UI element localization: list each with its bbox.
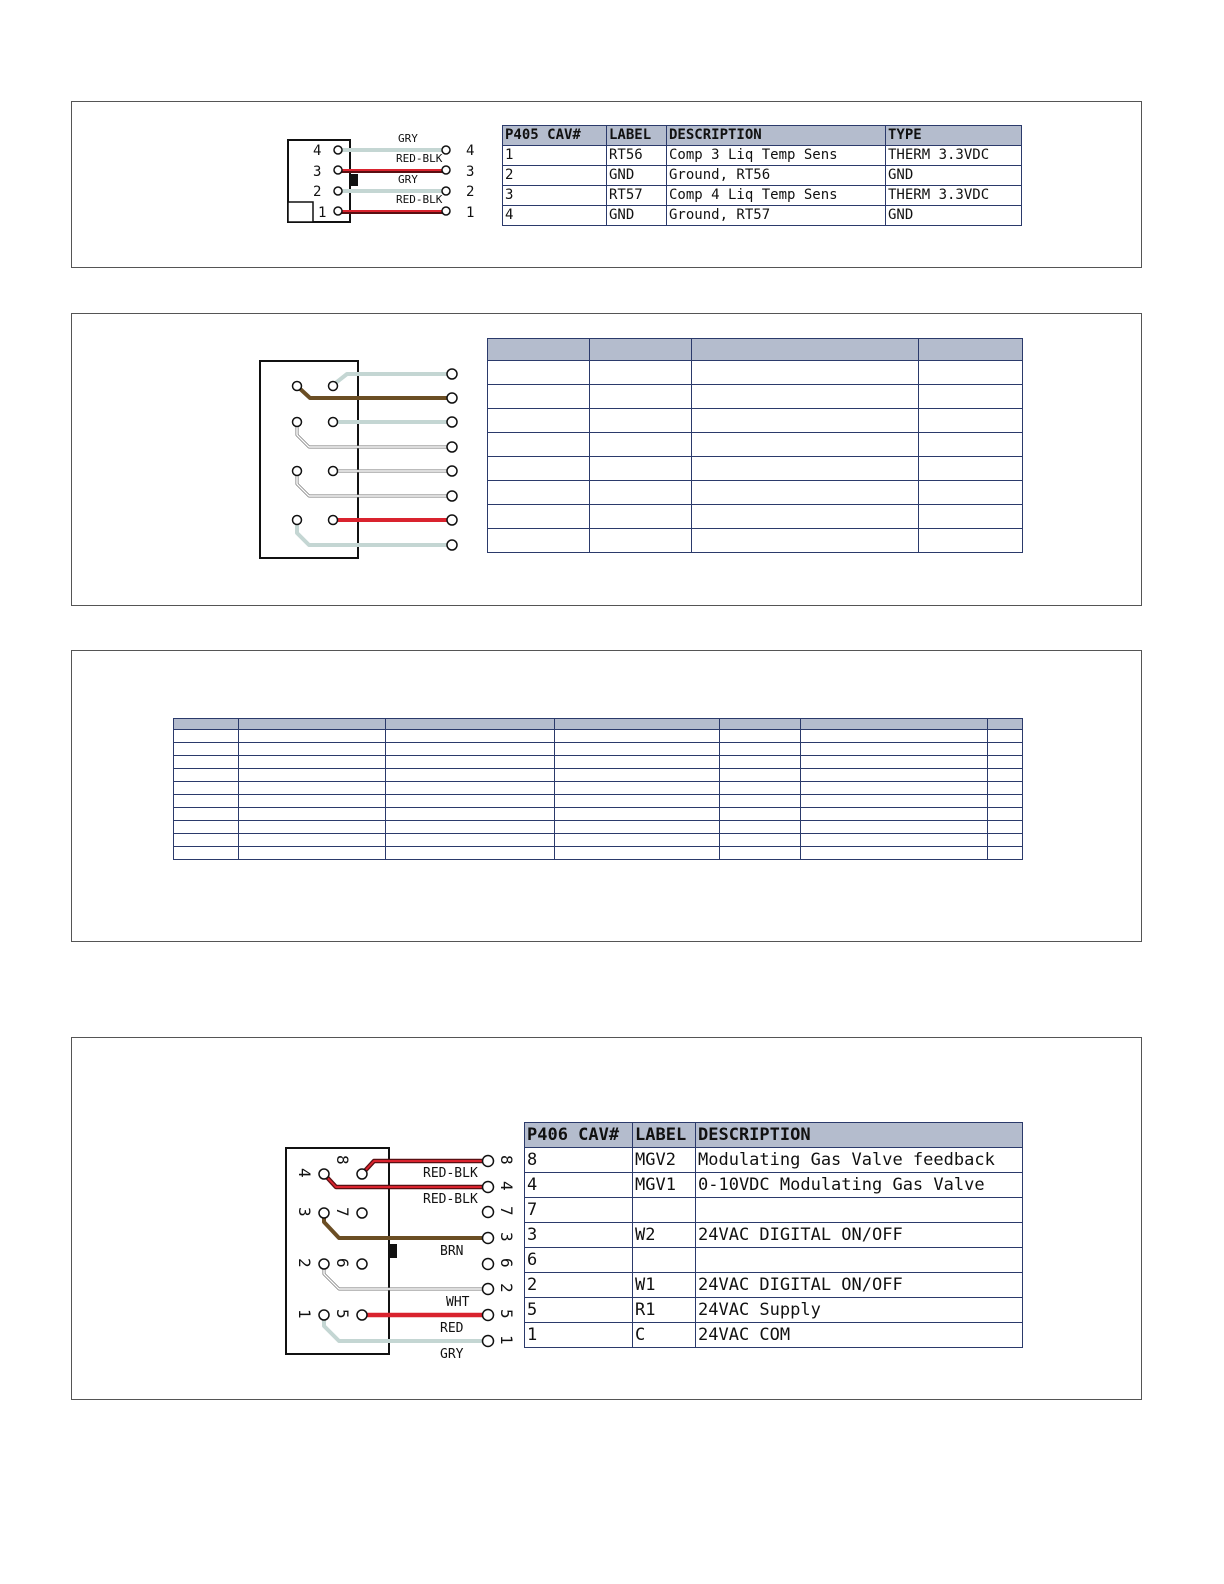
p406-pin-table	[524, 1122, 1023, 1348]
table-cell: Modulating Gas Valve feedback	[696, 1148, 1023, 1173]
table-cell: 24VAC COM	[696, 1323, 1023, 1348]
p405-pin-label-4: 4	[313, 143, 322, 159]
table-cell: MGV2	[633, 1148, 696, 1173]
p405-wire-label-gry-2: GRY	[398, 173, 418, 186]
table-row	[525, 1198, 1023, 1223]
p406-pin-1	[319, 1310, 329, 1320]
p406-pin-label-2: 2	[295, 1258, 314, 1268]
table-cell: Comp 3 Liq Temp Sens	[667, 146, 886, 166]
table-cell: 4	[503, 206, 607, 226]
p406-end-7	[483, 1207, 494, 1218]
p406-wire-label-wht: WHT	[446, 1295, 470, 1310]
p406-pin-3	[319, 1208, 329, 1218]
table-cell: MGV1	[633, 1173, 696, 1198]
p406-end-label-3: 3	[497, 1232, 516, 1242]
p405-wire-label-gry-4: GRY	[398, 132, 418, 145]
table-cell: 3	[525, 1223, 633, 1248]
table-row	[525, 1323, 1023, 1348]
p406-end-label-7: 7	[497, 1206, 516, 1216]
p405-end-label-2: 2	[466, 184, 475, 200]
p406-connector-housing	[286, 1148, 389, 1354]
table-cell: W2	[633, 1223, 696, 1248]
table-row	[525, 1298, 1023, 1323]
table-cell: 2	[525, 1273, 633, 1298]
p405-end-label-4: 4	[466, 143, 475, 159]
table-cell: RT56	[607, 146, 667, 166]
table-row	[525, 1173, 1023, 1198]
p406-wire-label-gry: GRY	[440, 1347, 464, 1362]
p406-pin-label-5: 5	[333, 1309, 352, 1319]
table-row	[525, 1248, 1023, 1273]
table-cell: 3	[503, 186, 607, 206]
p406-end-label-4: 4	[497, 1181, 516, 1191]
table-cell: 1	[525, 1323, 633, 1348]
p406-pin-label-4: 4	[295, 1168, 314, 1178]
table-cell: GND	[886, 166, 1022, 186]
table-cell: 1	[503, 146, 607, 166]
table-cell	[633, 1248, 696, 1273]
table-cell: W1	[633, 1273, 696, 1298]
table-cell: THERM 3.3VDC	[886, 146, 1022, 166]
p406-pin-label-6: 6	[333, 1258, 352, 1268]
p406-end-4	[483, 1182, 494, 1193]
table-cell: GND	[886, 206, 1022, 226]
p406-pin-4	[319, 1169, 329, 1179]
p406-end-label-5: 5	[497, 1309, 516, 1319]
table-cell: 2	[503, 166, 607, 186]
p406-end-5	[483, 1310, 494, 1321]
p405-col-type: TYPE	[886, 126, 1022, 146]
p406-end-6	[483, 1259, 494, 1270]
p406-col-cav: P406 CAV#	[525, 1123, 633, 1148]
p405-pin-label-1: 1	[318, 205, 327, 221]
table-cell: R1	[633, 1298, 696, 1323]
p405-col-description: DESCRIPTION	[667, 126, 886, 146]
table-cell: 4	[525, 1173, 633, 1198]
table-cell: 6	[525, 1248, 633, 1273]
p406-end-1	[483, 1336, 494, 1347]
table-cell	[633, 1198, 696, 1223]
p406-pin-7	[357, 1208, 367, 1218]
table-cell: 24VAC DIGITAL ON/OFF	[696, 1223, 1023, 1248]
table-header-row	[525, 1123, 1023, 1148]
p406-wire-label-red: RED	[440, 1321, 464, 1336]
p405-end-label-3: 3	[466, 164, 475, 180]
table-cell: 24VAC Supply	[696, 1298, 1023, 1323]
p406-pin-label-7: 7	[333, 1207, 352, 1217]
table-cell: THERM 3.3VDC	[886, 186, 1022, 206]
table-cell: GND	[607, 206, 667, 226]
table-cell: Ground, RT57	[667, 206, 886, 226]
p406-col-label: LABEL	[633, 1123, 696, 1148]
table-cell	[696, 1198, 1023, 1223]
p406-wire-label-brn: BRN	[440, 1244, 464, 1259]
p405-pin-label-3: 3	[313, 164, 322, 180]
table-cell: 24VAC DIGITAL ON/OFF	[696, 1273, 1023, 1298]
p405-end-label-1: 1	[466, 205, 475, 221]
p406-end-label-6: 6	[497, 1258, 516, 1268]
p406-end-2	[483, 1284, 494, 1295]
p406-pin-label-3: 3	[295, 1207, 314, 1217]
p405-col-label: LABEL	[607, 126, 667, 146]
p406-pin-label-1: 1	[295, 1309, 314, 1319]
p405-pin-label-2: 2	[313, 184, 322, 200]
table-cell: Ground, RT56	[667, 166, 886, 186]
table-cell	[696, 1248, 1023, 1273]
p406-end-3	[483, 1233, 494, 1244]
p406-end-label-1: 1	[497, 1335, 516, 1345]
p405-wire-label-redblk-1: RED-BLK	[396, 193, 443, 206]
p405-wire-label-redblk-3: RED-BLK	[396, 152, 443, 165]
table-row	[525, 1273, 1023, 1298]
table-row	[525, 1223, 1023, 1248]
table-cell: GND	[607, 166, 667, 186]
p406-pin-5	[357, 1310, 367, 1320]
table-cell: Comp 4 Liq Temp Sens	[667, 186, 886, 206]
p406-polarity-mark	[389, 1244, 397, 1258]
table-cell: 7	[525, 1198, 633, 1223]
table-cell: C	[633, 1323, 696, 1348]
p405-col-cav: P405 CAV#	[503, 126, 607, 146]
p406-end-8	[483, 1156, 494, 1167]
table-cell: 5	[525, 1298, 633, 1323]
p406-pin-6	[357, 1259, 367, 1269]
table-cell: 0-10VDC Modulating Gas Valve	[696, 1173, 1023, 1198]
p406-end-label-2: 2	[497, 1283, 516, 1293]
p406-pin-2	[319, 1259, 329, 1269]
p406-pin-8	[357, 1169, 367, 1179]
table-row	[525, 1148, 1023, 1173]
p406-pin-label-8: 8	[333, 1155, 352, 1165]
table-cell: 8	[525, 1148, 633, 1173]
p406-wire-label-redblk-8: RED-BLK	[423, 1166, 478, 1181]
table-cell: RT57	[607, 186, 667, 206]
p406-col-description: DESCRIPTION	[696, 1123, 1023, 1148]
p406-end-label-8: 8	[497, 1155, 516, 1165]
p406-wire-label-redblk-4: RED-BLK	[423, 1192, 478, 1207]
